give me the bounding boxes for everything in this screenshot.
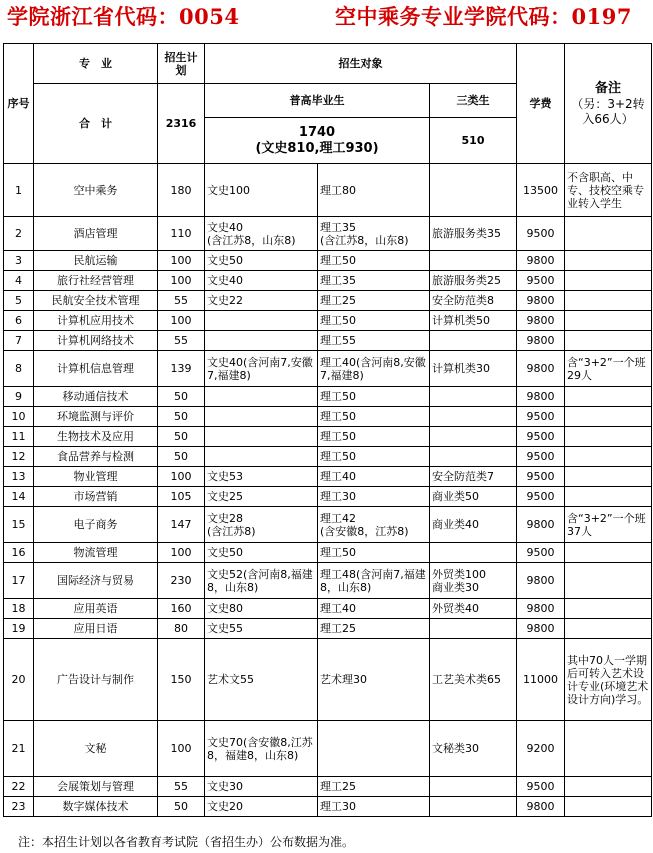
major-cell: 电子商务 [34, 507, 158, 543]
row-number: 6 [4, 311, 34, 331]
wenshi-cell: 文史22 [205, 291, 318, 311]
fee-cell: 9800 [517, 251, 565, 271]
wenshi-cell: 文史80 [205, 599, 318, 619]
row-number: 9 [4, 387, 34, 407]
row-number: 5 [4, 291, 34, 311]
ligong-cell: 理工80 [318, 164, 430, 217]
sanlei-cell [430, 387, 517, 407]
wenshi-cell: 艺术文55 [205, 639, 318, 721]
putong-header: 普高毕业生 [205, 84, 430, 118]
sanlei-cell: 文秘类30 [430, 721, 517, 777]
fee-cell: 9500 [517, 467, 565, 487]
fee-cell: 9800 [517, 351, 565, 387]
remark-cell: 含“3+2”一个班29人 [565, 351, 652, 387]
ligong-cell: 理工50 [318, 251, 430, 271]
major-cell: 物业管理 [34, 467, 158, 487]
wenshi-cell: 文史53 [205, 467, 318, 487]
table-row [4, 619, 652, 639]
sanlei-cell [430, 619, 517, 639]
fee-header: 学费 [517, 44, 565, 164]
plan-cell: 55 [158, 331, 205, 351]
remark-cell [565, 427, 652, 447]
fee-cell: 9800 [517, 507, 565, 543]
fee-cell: 9800 [517, 291, 565, 311]
major-cell: 应用英语 [34, 599, 158, 619]
sanlei-cell [430, 331, 517, 351]
remark-cell [565, 797, 652, 817]
table-row [4, 599, 652, 619]
remark-cell: 含“3+2”一个班37人 [565, 507, 652, 543]
plan-cell: 150 [158, 639, 205, 721]
ligong-cell: 理工50 [318, 311, 430, 331]
total-putong [205, 118, 430, 164]
wenshi-cell [205, 427, 318, 447]
remark-cell [565, 777, 652, 797]
row-number: 18 [4, 599, 34, 619]
ligong-cell: 理工35 [318, 271, 430, 291]
wenshi-cell: 文史20 [205, 797, 318, 817]
wenshi-cell [205, 407, 318, 427]
footnote: 注：本招生计划以各省教育考试院（省招生办）公布数据为准。 [18, 835, 355, 849]
table-row [4, 164, 652, 217]
wenshi-cell [205, 447, 318, 467]
major-cell: 民航安全技术管理 [34, 291, 158, 311]
major-cell: 文秘 [34, 721, 158, 777]
fee-cell: 11000 [517, 639, 565, 721]
wenshi-cell: 文史52(含河南8,福建8，山东8) [205, 563, 318, 599]
wenshi-cell [205, 387, 318, 407]
remark-cell [565, 217, 652, 251]
sanlei-cell [430, 407, 517, 427]
wenshi-cell: 文史25 [205, 487, 318, 507]
row-number: 1 [4, 164, 34, 217]
fee-cell: 9800 [517, 331, 565, 351]
row-number: 21 [4, 721, 34, 777]
ligong-cell: 理工25 [318, 291, 430, 311]
fee-cell: 9500 [517, 217, 565, 251]
ligong-cell: 理工42 (含安徽8，江苏8) [318, 507, 430, 543]
ligong-cell: 理工25 [318, 777, 430, 797]
wenshi-cell: 文史70(含安徽8,江苏8，福建8，山东8) [205, 721, 318, 777]
plan-cell: 100 [158, 251, 205, 271]
table-row [4, 467, 652, 487]
sanlei-cell [430, 164, 517, 217]
fee-cell: 9500 [517, 777, 565, 797]
row-number: 2 [4, 217, 34, 251]
table-row [4, 563, 652, 599]
table-row [4, 311, 652, 331]
wenshi-cell [205, 311, 318, 331]
major-cell: 旅行社经营管理 [34, 271, 158, 291]
flight-attendant-code: 空中乘务专业学院代码：0197 [335, 4, 632, 29]
wenshi-cell: 文史100 [205, 164, 318, 217]
plan-cell: 100 [158, 467, 205, 487]
major-cell: 移动通信技术 [34, 387, 158, 407]
remark-cell [565, 599, 652, 619]
row-number: 14 [4, 487, 34, 507]
wenshi-cell: 文史55 [205, 619, 318, 639]
row-number: 11 [4, 427, 34, 447]
total-putong-count: 1740 [298, 124, 336, 140]
ligong-cell: 理工30 [318, 797, 430, 817]
row-number: 17 [4, 563, 34, 599]
sanlei-cell: 外贸类100 商业类30 [430, 563, 517, 599]
wenshi-cell: 文史40 (含江苏8，山东8) [205, 217, 318, 251]
total-label: 合 计 [34, 84, 158, 164]
fee-cell: 9500 [517, 447, 565, 467]
remark-header [565, 44, 652, 164]
zhejiang-code: 学院浙江省代码：0054 [7, 4, 240, 29]
plan-cell: 160 [158, 599, 205, 619]
plan-cell: 55 [158, 291, 205, 311]
remark-title: 备注 [595, 80, 622, 96]
remark-cell [565, 619, 652, 639]
fee-cell: 9500 [517, 487, 565, 507]
seq-header: 序号 [4, 44, 34, 164]
plan-cell: 100 [158, 271, 205, 291]
table-row [4, 447, 652, 467]
plan-cell: 105 [158, 487, 205, 507]
remark-cell: 不含职高、中专、技校空乘专业转入学生 [565, 164, 652, 217]
plan-cell: 100 [158, 543, 205, 563]
row-number: 20 [4, 639, 34, 721]
table-row [4, 387, 652, 407]
ligong-cell: 理工40 [318, 599, 430, 619]
remark-cell [565, 487, 652, 507]
plan-cell: 230 [158, 563, 205, 599]
ligong-cell: 理工48(含河南7,福建8，山东8) [318, 563, 430, 599]
plan-cell: 110 [158, 217, 205, 251]
remark-cell [565, 331, 652, 351]
remark-cell [565, 407, 652, 427]
ligong-cell: 艺术理30 [318, 639, 430, 721]
ligong-cell: 理工50 [318, 543, 430, 563]
plan-cell: 139 [158, 351, 205, 387]
remark-cell [565, 543, 652, 563]
major-cell: 生物技术及应用 [34, 427, 158, 447]
plan-cell: 100 [158, 721, 205, 777]
total-putong-detail: (文史810,理工930) [255, 140, 379, 156]
major-cell: 广告设计与制作 [34, 639, 158, 721]
fee-cell: 9800 [517, 387, 565, 407]
ligong-cell: 理工50 [318, 447, 430, 467]
sanlei-cell: 旅游服务类35 [430, 217, 517, 251]
major-cell: 环境监测与评价 [34, 407, 158, 427]
enrollment-plan-table [3, 43, 652, 817]
row-number: 7 [4, 331, 34, 351]
remark-cell [565, 467, 652, 487]
major-cell: 计算机应用技术 [34, 311, 158, 331]
row-number: 8 [4, 351, 34, 387]
sanlei-cell: 计算机类50 [430, 311, 517, 331]
remark-cell [565, 271, 652, 291]
major-cell: 计算机信息管理 [34, 351, 158, 387]
sanlei-cell: 外贸类40 [430, 599, 517, 619]
wenshi-cell [205, 331, 318, 351]
major-cell: 国际经济与贸易 [34, 563, 158, 599]
fee-cell: 9800 [517, 311, 565, 331]
ligong-cell: 理工35 (含江苏8，山东8) [318, 217, 430, 251]
row-number: 10 [4, 407, 34, 427]
fee-cell: 9200 [517, 721, 565, 777]
wenshi-cell: 文史40(含河南7,安徽7,福建8) [205, 351, 318, 387]
plan-cell: 50 [158, 447, 205, 467]
sanlei-cell [430, 427, 517, 447]
row-number: 16 [4, 543, 34, 563]
row-number: 3 [4, 251, 34, 271]
remark-cell [565, 563, 652, 599]
ligong-cell: 理工25 [318, 619, 430, 639]
table-row [4, 487, 652, 507]
ligong-cell: 理工50 [318, 427, 430, 447]
row-number: 22 [4, 777, 34, 797]
remark-cell [565, 721, 652, 777]
sanlei-cell [430, 543, 517, 563]
sanlei-cell: 安全防范类8 [430, 291, 517, 311]
ligong-cell: 理工55 [318, 331, 430, 351]
table-row [4, 331, 652, 351]
ligong-cell [318, 721, 430, 777]
wenshi-cell: 文史50 [205, 251, 318, 271]
sanlei-cell: 工艺美术类65 [430, 639, 517, 721]
major-cell: 酒店管理 [34, 217, 158, 251]
wenshi-cell: 文史40 [205, 271, 318, 291]
plan-cell: 147 [158, 507, 205, 543]
major-cell: 市场营销 [34, 487, 158, 507]
major-cell: 食品营养与检测 [34, 447, 158, 467]
sanlei-header: 三类生 [430, 84, 517, 118]
row-number: 19 [4, 619, 34, 639]
remark-cell [565, 387, 652, 407]
plan-cell: 50 [158, 407, 205, 427]
table-row [4, 639, 652, 721]
target-header: 招生对象 [205, 44, 517, 84]
sanlei-cell: 旅游服务类25 [430, 271, 517, 291]
plan-cell: 180 [158, 164, 205, 217]
wenshi-cell: 文史50 [205, 543, 318, 563]
remark-cell [565, 447, 652, 467]
sanlei-cell [430, 777, 517, 797]
remark-cell [565, 251, 652, 271]
row-number: 12 [4, 447, 34, 467]
remark-cell [565, 311, 652, 331]
ligong-cell: 理工40 [318, 467, 430, 487]
plan-cell: 50 [158, 797, 205, 817]
major-header: 专 业 [34, 44, 158, 84]
major-cell: 计算机网络技术 [34, 331, 158, 351]
remark-subtitle: （另：3+2转入66人） [571, 96, 645, 126]
fee-cell: 9800 [517, 619, 565, 639]
plan-cell: 55 [158, 777, 205, 797]
table-row [4, 407, 652, 427]
major-cell: 物流管理 [34, 543, 158, 563]
row-number: 13 [4, 467, 34, 487]
sanlei-cell: 安全防范类7 [430, 467, 517, 487]
remark-cell [565, 291, 652, 311]
major-cell: 民航运输 [34, 251, 158, 271]
remark-cell: 其中70人一学期后可转入艺术设计专业(环境艺术设计方向)学习。 [565, 639, 652, 721]
table-row [4, 721, 652, 777]
table-row [4, 291, 652, 311]
table-row [4, 217, 652, 251]
plan-cell: 100 [158, 311, 205, 331]
page-header [0, 0, 653, 34]
fee-cell: 9500 [517, 407, 565, 427]
sanlei-cell [430, 447, 517, 467]
total-plan: 2316 [158, 84, 205, 164]
sanlei-cell: 商业类40 [430, 507, 517, 543]
table-row [4, 251, 652, 271]
plan-cell: 50 [158, 387, 205, 407]
table-row [4, 797, 652, 817]
total-sanlei: 510 [430, 118, 517, 164]
fee-cell: 9500 [517, 427, 565, 447]
table-row [4, 427, 652, 447]
fee-cell: 13500 [517, 164, 565, 217]
sanlei-cell: 商业类50 [430, 487, 517, 507]
sanlei-cell: 计算机类30 [430, 351, 517, 387]
major-cell: 数字媒体技术 [34, 797, 158, 817]
table-row [4, 351, 652, 387]
sanlei-cell [430, 797, 517, 817]
row-number: 4 [4, 271, 34, 291]
plan-cell: 50 [158, 427, 205, 447]
wenshi-cell: 文史30 [205, 777, 318, 797]
row-number: 15 [4, 507, 34, 543]
ligong-cell: 理工30 [318, 487, 430, 507]
wenshi-cell: 文史28 (含江苏8) [205, 507, 318, 543]
ligong-cell: 理工50 [318, 407, 430, 427]
sanlei-cell [430, 251, 517, 271]
plan-header: 招生计划 [158, 44, 205, 84]
plan-cell: 80 [158, 619, 205, 639]
table-row [4, 507, 652, 543]
ligong-cell: 理工40(含河南8,安徽7,福建8) [318, 351, 430, 387]
major-cell: 应用日语 [34, 619, 158, 639]
table-row [4, 271, 652, 291]
fee-cell: 9800 [517, 599, 565, 619]
major-cell: 空中乘务 [34, 164, 158, 217]
fee-cell: 9500 [517, 543, 565, 563]
ligong-cell: 理工50 [318, 387, 430, 407]
fee-cell: 9500 [517, 271, 565, 291]
table-row [4, 777, 652, 797]
fee-cell: 9800 [517, 563, 565, 599]
fee-cell: 9800 [517, 797, 565, 817]
table-row [4, 543, 652, 563]
row-number: 23 [4, 797, 34, 817]
major-cell: 会展策划与管理 [34, 777, 158, 797]
